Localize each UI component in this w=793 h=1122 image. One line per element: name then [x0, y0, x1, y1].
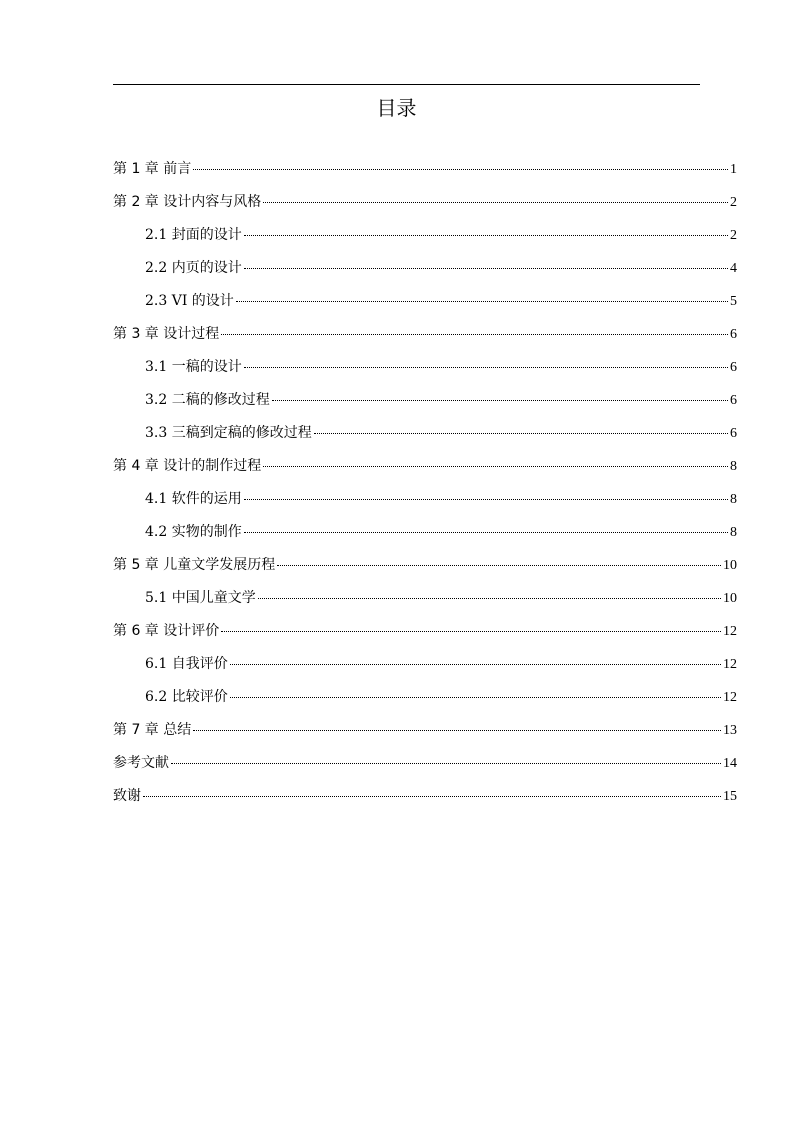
toc-entry-label: 6.2 比较评价 [145, 689, 228, 705]
toc-entry-page-number: 15 [723, 789, 737, 804]
toc-entry-label: 2.2 内页的设计 [145, 260, 242, 276]
toc-dot-leader [244, 367, 728, 368]
toc-entry[interactable] [113, 222, 737, 255]
toc-dot-leader [314, 433, 728, 434]
toc-dot-leader [171, 763, 721, 764]
toc-entry[interactable] [113, 552, 737, 585]
toc-dot-leader [230, 664, 721, 665]
toc-entry-label: 第 3 章 设计过程 [113, 326, 220, 342]
toc-entry-label: 第 4 章 设计的制作过程 [113, 458, 262, 474]
toc-entry[interactable] [113, 651, 737, 684]
toc-dot-leader [277, 565, 721, 566]
toc-dot-leader [193, 730, 721, 731]
toc-entry[interactable] [113, 684, 737, 717]
toc-entry[interactable] [113, 255, 737, 288]
toc-entry-label: 2.1 封面的设计 [145, 227, 242, 243]
toc-dot-leader [244, 268, 728, 269]
toc-entry-label: 4.1 软件的运用 [145, 491, 242, 507]
toc-entry-page-number: 10 [723, 558, 737, 573]
toc-entry-label: 第 5 章 儿童文学发展历程 [113, 557, 276, 573]
header-rule [113, 84, 700, 85]
toc-entry-page-number: 10 [723, 591, 737, 606]
toc-entry-page-number: 6 [730, 327, 737, 342]
toc-dot-leader [236, 301, 728, 302]
toc-entry-label: 第 7 章 总结 [113, 722, 192, 738]
toc-entry[interactable] [113, 585, 737, 618]
toc-entry-page-number: 6 [730, 360, 737, 375]
toc-dot-leader [263, 466, 728, 467]
toc-dot-leader [193, 169, 728, 170]
toc-entry-page-number: 6 [730, 426, 737, 441]
page-title: 目录 [376, 96, 417, 120]
toc-entry-label: 3.2 二稿的修改过程 [145, 392, 270, 408]
toc-entry[interactable] [113, 717, 737, 750]
toc-entry-label: 5.1 中国儿童文学 [145, 590, 256, 606]
toc-entry-page-number: 5 [730, 294, 737, 309]
toc-entry[interactable] [113, 750, 737, 783]
toc-entry-page-number: 13 [723, 723, 737, 738]
toc-entry[interactable] [113, 420, 737, 453]
toc-dot-leader [221, 631, 721, 632]
toc-entry[interactable] [113, 387, 737, 420]
toc-entry-page-number: 14 [723, 756, 737, 771]
toc-entry-label: 6.1 自我评价 [145, 656, 228, 672]
toc-dot-leader [230, 697, 721, 698]
toc-dot-leader [244, 235, 728, 236]
toc-entry-label: 参考文献 [113, 755, 169, 771]
toc-entry-page-number: 12 [723, 690, 737, 705]
toc-entry-page-number: 12 [723, 657, 737, 672]
toc-entry-page-number: 2 [730, 195, 737, 210]
toc-entry[interactable] [113, 354, 737, 387]
toc-dot-leader [263, 202, 728, 203]
toc-dot-leader [143, 796, 721, 797]
toc-entry[interactable] [113, 156, 737, 189]
toc-entry[interactable] [113, 288, 737, 321]
toc-entry[interactable] [113, 453, 737, 486]
toc-entry-label: 第 6 章 设计评价 [113, 623, 220, 639]
toc-entry[interactable] [113, 519, 737, 552]
toc-entry-page-number: 2 [730, 228, 737, 243]
toc-entry-label: 3.1 一稿的设计 [145, 359, 242, 375]
toc-entry-label: 3.3 三稿到定稿的修改过程 [145, 425, 312, 441]
toc-dot-leader [244, 532, 728, 533]
toc-entry-page-number: 12 [723, 624, 737, 639]
toc-entry[interactable] [113, 783, 737, 816]
toc-entry-label: 2.3 VI 的设计 [145, 293, 234, 309]
toc-entry-page-number: 8 [730, 525, 737, 540]
table-of-contents [113, 156, 737, 816]
toc-entry-page-number: 6 [730, 393, 737, 408]
toc-dot-leader [221, 334, 728, 335]
toc-entry-page-number: 8 [730, 459, 737, 474]
toc-dot-leader [244, 499, 728, 500]
toc-entry[interactable] [113, 618, 737, 651]
toc-entry-page-number: 1 [730, 162, 737, 177]
toc-entry-label: 第 1 章 前言 [113, 161, 192, 177]
toc-dot-leader [258, 598, 721, 599]
toc-entry[interactable] [113, 321, 737, 354]
toc-entry-page-number: 8 [730, 492, 737, 507]
toc-entry[interactable] [113, 486, 737, 519]
toc-entry-page-number: 4 [730, 261, 737, 276]
toc-entry[interactable] [113, 189, 737, 222]
toc-entry-label: 4.2 实物的制作 [145, 524, 242, 540]
toc-dot-leader [272, 400, 728, 401]
toc-entry-label: 致谢 [113, 788, 141, 804]
toc-entry-label: 第 2 章 设计内容与风格 [113, 194, 262, 210]
